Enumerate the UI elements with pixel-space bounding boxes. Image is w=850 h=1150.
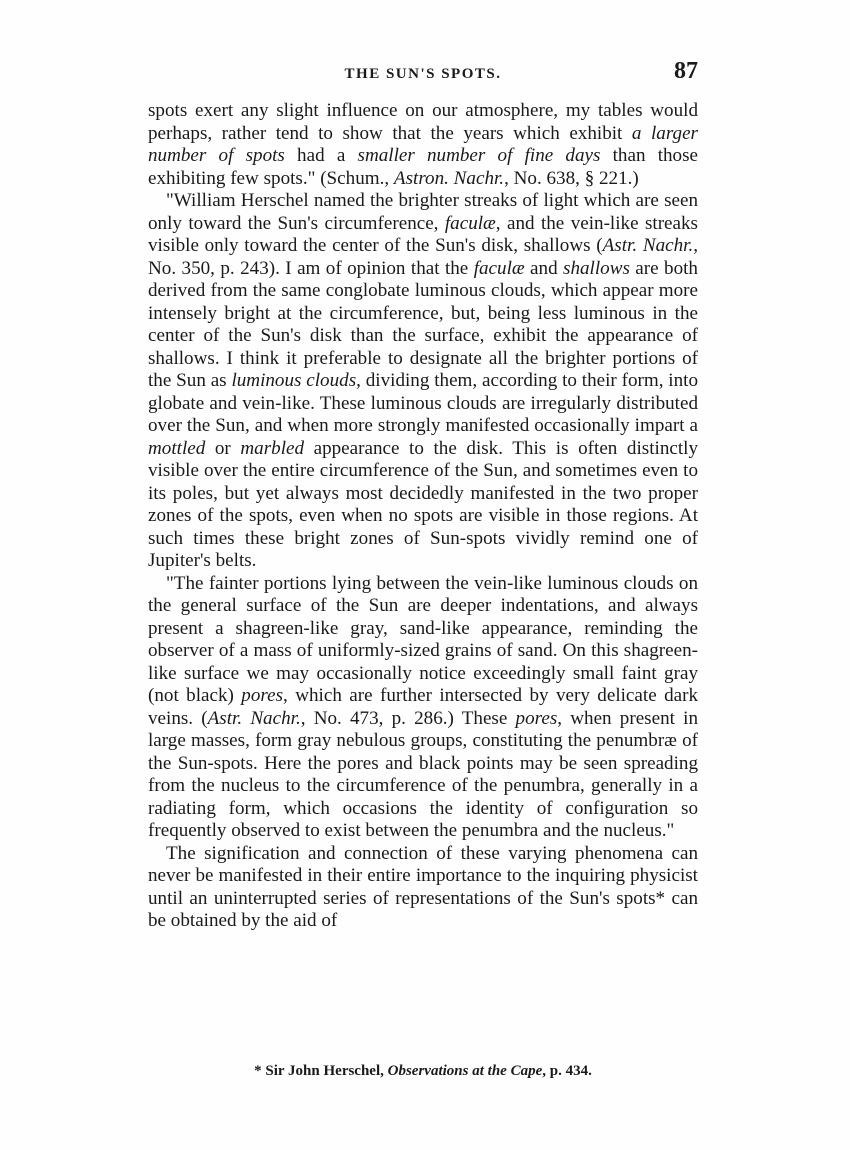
text-run: , when present in large masses, form gray nebulous groups, constituting the penumbræ of the Sun-spots. Here the pores and black points may be seen spreading from the nucleus to the circumference of the penumbra, generally in a radiating form, which occasions the identity of configuration so frequently observed to exist between the penumbra and the nucleus." [148,707,698,841]
text-run: than those exhibiting few spots." (Schum., [148,145,698,189]
italic-text: luminous clouds [231,370,357,391]
text-run: , No. 473, p. 286.) These [300,707,516,729]
italic-text: Astr. Nachr. [602,235,694,256]
text-run: , which are further intersected by very delicate dark veins. ( [148,685,699,729]
italic-text: smaller number of fine days [357,145,601,166]
text-run: appearance to the disk. This is often distinctly visible over the entire circumference of the Sun, and sometimes even to its poles, but yet always most decidedly manifested in the two proper zones of the spots, even when no spots are visible in those regions. At such times these bright zones of Sun-spots vividly remind one of Jupiter's belts. [148,437,698,571]
italic-text: Astron. Nachr. [393,167,505,189]
italic-text: faculæ [444,212,496,234]
text-run: "The fainter portions lying between the vein-like luminous clouds on the general surface of the Sun are deeper indentations, and always present a shagreen-like gray, sand-like appearance, reminding the observer of a mass of uniformly-sized grains of sand. On this shagreen-like surface we may occasionally notice exceedingly small faint gray (not black) [148,572,698,706]
footnote-author: Sir John Herschel, [265,1063,388,1079]
text-run: "William Herschel named the brighter streaks of light which are seen only toward the Sun's circumference, [148,190,698,234]
text-run: are both derived from the same conglobate luminous clouds, which appear more intensely bright at the circumference, but, being less luminous in the center of the Sun's disk than the surface, exhibit the appearance of shallows. I think it preferable to designate all the brighter portions of the Sun as [148,257,698,391]
italic-text: Astr. Nachr. [207,707,301,729]
italic-text: shallows [563,257,630,279]
text-run: spots exert any slight influence on our atmosphere, my tables would perhaps, rather tend to show that the years which exhibit [148,100,698,144]
text-run: , and the vein-like streaks visible only toward the center of the Sun's disk, shallows ( [148,212,698,256]
text-run: or [205,437,241,459]
italic-text: pores [515,707,558,729]
italic-text: mottled [148,437,206,459]
text-run: had a [284,145,358,166]
text-run: , dividing them, according to their form, into globate and vein-like. These luminous clouds are irregularly distributed over the Sun, and when more strongly manifested occasionally impart a [148,370,699,436]
text-run: The signification and connection of these varying phenomena can never be manifested in their entire importance to the inquiring physicist until an uninterrupted series of representations of the Sun's spots* can be obtained by the aid of [148,842,698,931]
footnote-title: Observations at the Cape [387,1063,543,1079]
text-run: , No. 350, p. 243). I am of opinion that the [148,235,698,279]
body-text [148,100,698,933]
text-run: and [524,257,564,279]
italic-text: pores [241,685,284,706]
italic-text: a larger number of spots [148,122,698,166]
text-run: , No. 638, § 221.) [504,167,639,189]
paragraph-p1 [148,100,698,190]
footnote [148,1063,698,1080]
paragraph-p2 [148,190,698,573]
italic-text: marbled [240,437,305,459]
italic-text: faculæ [473,257,525,279]
footnote-marker: * [254,1063,266,1079]
footnote-rest: , p. 434. [542,1063,592,1079]
running-head: THE SUN'S SPOTS. [344,66,502,82]
page-header [148,58,698,88]
paragraph-p4 [148,843,698,933]
page-number: 87 [674,58,698,84]
paragraph-p3 [148,573,698,843]
